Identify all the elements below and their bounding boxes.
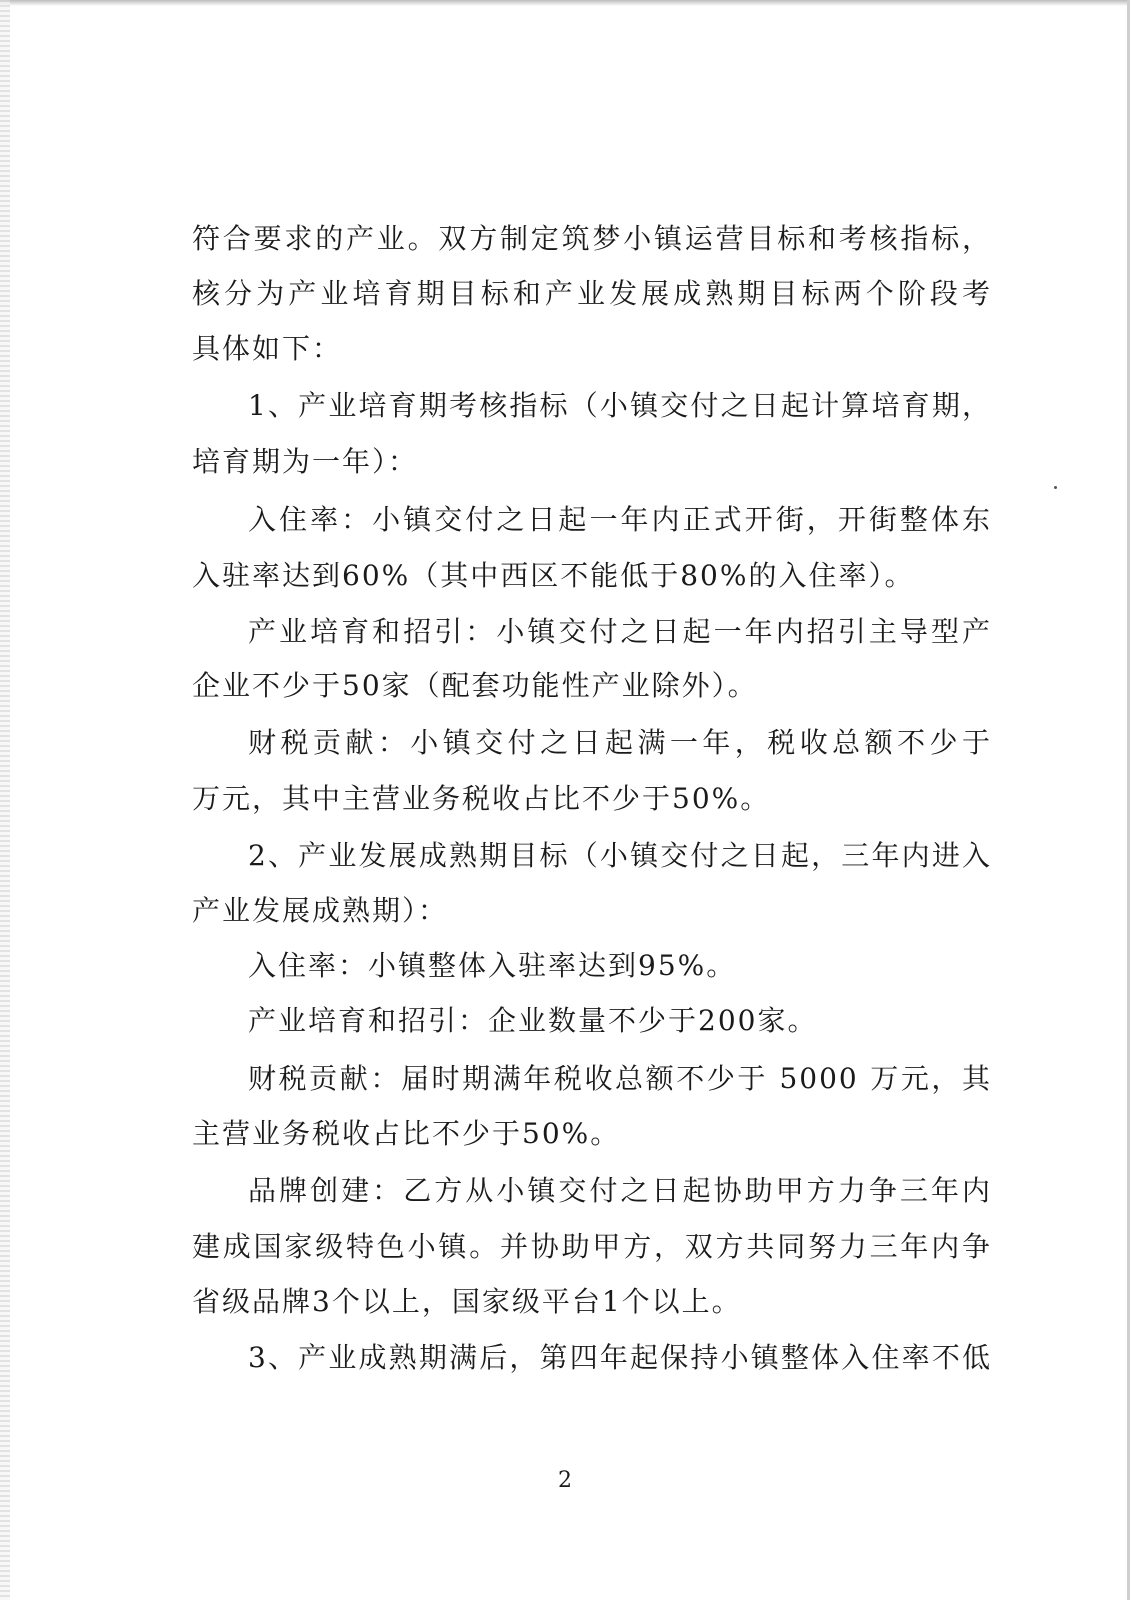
text-line: 入住率：小镇整体入驻率达到95%。 bbox=[248, 949, 737, 982]
text-line: 财税贡献：小镇交付之日起满一年，税收总额不少于 bbox=[248, 726, 992, 759]
text-line: 产业培育和招引：企业数量不少于200家。 bbox=[248, 1004, 818, 1037]
text-line: 产业发展成熟期）： bbox=[192, 894, 449, 927]
text-line: 核分为产业培育期目标和产业发展成熟期目标两个阶段考 bbox=[192, 277, 992, 310]
text-line: 主营业务税收占比不少于50%。 bbox=[192, 1117, 621, 1150]
text-line: 万元，其中主营业务税收占比不少于50%。 bbox=[192, 782, 771, 815]
text-line: 企业不少于50家（配套功能性产业除外）。 bbox=[192, 669, 758, 702]
text-line: 财税贡献：届时期满年税收总额不少于 5000 万元，其 bbox=[248, 1062, 992, 1095]
text-line: 省级品牌3个以上，国家级平台1个以上。 bbox=[192, 1285, 742, 1318]
text-line: 入住率：小镇交付之日起一年内正式开街，开街整体东 bbox=[248, 503, 992, 536]
text-line: 2、产业发展成熟期目标（小镇交付之日起，三年内进入 bbox=[248, 839, 992, 872]
text-line: 产业培育和招引：小镇交付之日起一年内招引主导型产 bbox=[248, 615, 992, 648]
text-line: 入驻率达到60%（其中西区不能低于80%的入住率）。 bbox=[192, 559, 915, 592]
text-line: 具体如下： bbox=[192, 332, 343, 365]
text-line: 1、产业培育期考核指标（小镇交付之日起计算培育期， bbox=[248, 389, 992, 422]
text-line: 3、产业成熟期满后，第四年起保持小镇整体入住率不低 bbox=[248, 1341, 992, 1374]
page-number: 2 bbox=[558, 1468, 572, 1493]
text-line: 符合要求的产业。双方制定筑梦小镇运营目标和考核指标， bbox=[192, 222, 992, 255]
text-line: 品牌创建：乙方从小镇交付之日起协助甲方力争三年内 bbox=[248, 1174, 992, 1207]
text-line: 建成国家级特色小镇。并协助甲方，双方共同努力三年内争 bbox=[192, 1230, 992, 1263]
text-line: 培育期为一年）： bbox=[192, 445, 419, 478]
